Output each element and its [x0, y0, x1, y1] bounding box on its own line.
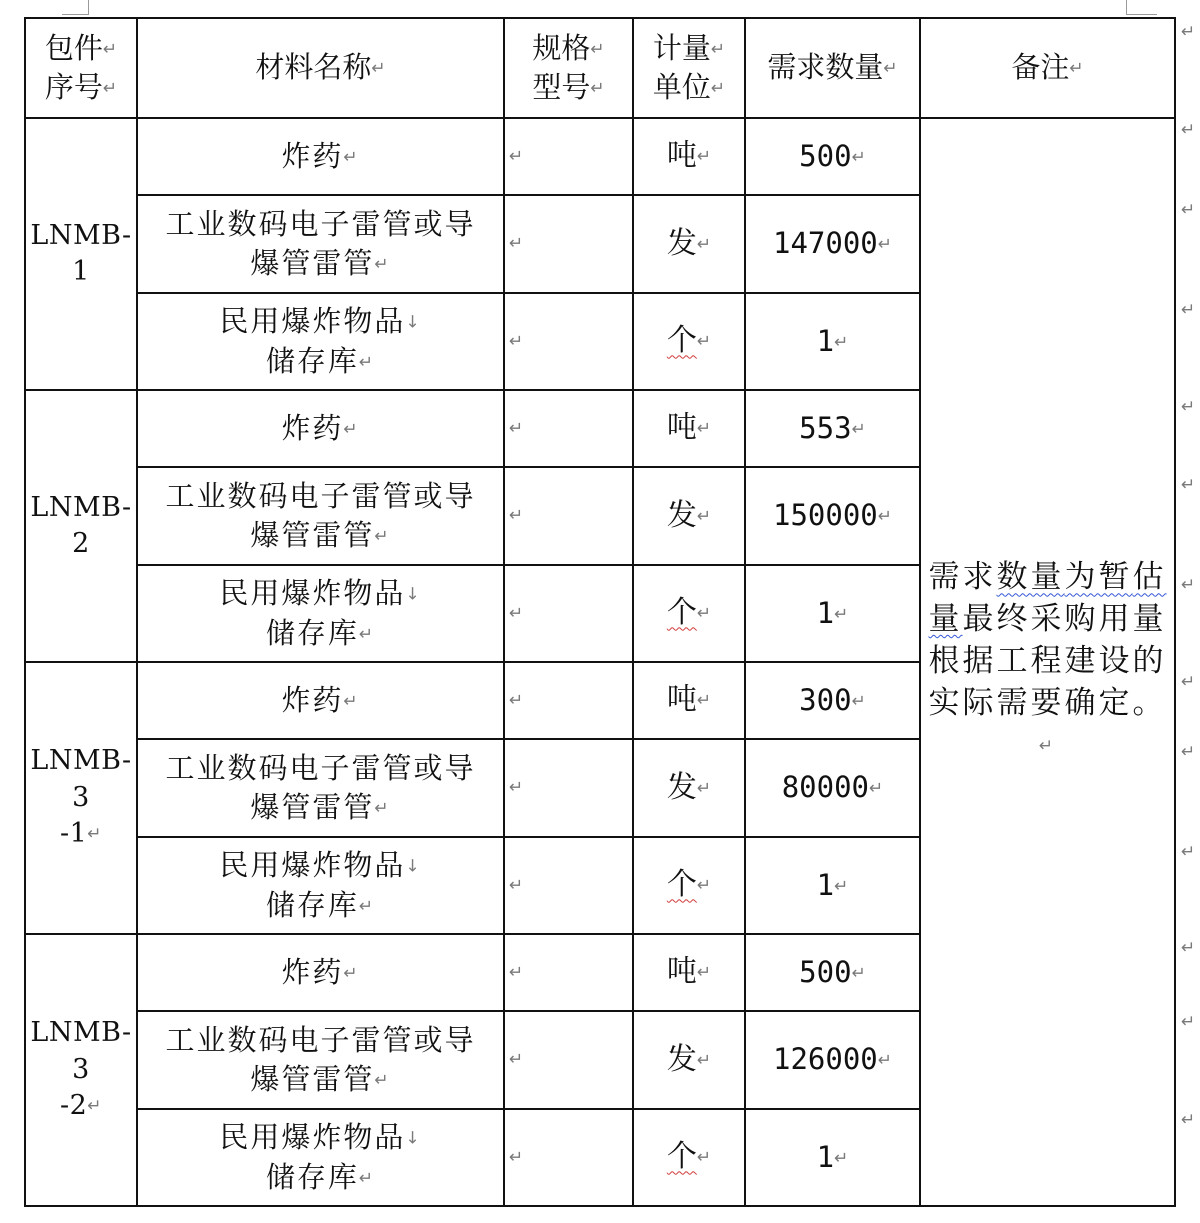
unit-cell: 个↵	[633, 1109, 745, 1206]
header-quantity: 需求数量↵	[745, 18, 920, 118]
unit-cell: 个↵	[633, 837, 745, 934]
unit-cell: 发↵	[633, 467, 745, 565]
unit-cell: 发↵	[633, 1011, 745, 1109]
spec-cell: ↵	[504, 467, 633, 565]
material-name-cell: 民用爆炸物品↓ 储存库↵	[137, 837, 504, 934]
row-end-mark: ↵	[1181, 397, 1196, 417]
row-end-mark: ↵	[1181, 1110, 1196, 1130]
unit-cell: 个↵	[633, 565, 745, 662]
material-name-cell: 炸药↵	[137, 390, 504, 467]
page-corner-left	[62, 0, 89, 15]
quantity-cell: 147000↵	[745, 195, 920, 293]
header-spec: 规格↵ 型号↵	[504, 18, 633, 118]
row-end-mark: ↵	[1181, 575, 1196, 595]
spec-cell: ↵	[504, 837, 633, 934]
material-name-cell: 工业数码电子雷管或导 爆管雷管↵	[137, 195, 504, 293]
spec-cell: ↵	[504, 739, 633, 837]
spec-cell: ↵	[504, 293, 633, 390]
unit-cell: 吨↵	[633, 662, 745, 739]
row-end-mark: ↵	[1181, 200, 1196, 220]
row-end-mark: ↵	[1181, 120, 1196, 140]
header-row	[25, 18, 1175, 118]
quantity-cell: 300↵	[745, 662, 920, 739]
row-end-mark: ↵	[1181, 300, 1196, 320]
spec-cell: ↵	[504, 118, 633, 195]
quantity-cell: 126000↵	[745, 1011, 920, 1109]
package-no-cell: LNMB-2	[25, 390, 137, 662]
quantity-cell: 1↵	[745, 837, 920, 934]
quantity-cell: 150000↵	[745, 467, 920, 565]
unit-cell: 个↵	[633, 293, 745, 390]
material-name-cell: 炸药↵	[137, 118, 504, 195]
spec-cell: ↵	[504, 934, 633, 1011]
header-material-name: 材料名称↵	[137, 18, 504, 118]
quantity-cell: 1↵	[745, 293, 920, 390]
quantity-cell: 80000↵	[745, 739, 920, 837]
package-no-cell: LNMB-3 -1↵	[25, 662, 137, 934]
header-unit: 计量↵ 单位↵	[633, 18, 745, 118]
quantity-cell: 500↵	[745, 934, 920, 1011]
page-corner-right	[1126, 0, 1157, 15]
spec-cell: ↵	[504, 1109, 633, 1206]
row-end-mark: ↵	[1181, 672, 1196, 692]
spec-cell: ↵	[504, 1011, 633, 1109]
material-name-cell: 炸药↵	[137, 662, 504, 739]
material-name-cell: 炸药↵	[137, 934, 504, 1011]
quantity-cell: 1↵	[745, 565, 920, 662]
row-end-mark: ↵	[1181, 475, 1196, 495]
unit-cell: 吨↵	[633, 934, 745, 1011]
remark-cell: 需求数量为暂估量最终采购用量根据工程建设的实际需要确定。↵	[920, 118, 1175, 1206]
material-name-cell: 工业数码电子雷管或导 爆管雷管↵	[137, 739, 504, 837]
quantity-cell: 500↵	[745, 118, 920, 195]
quantity-cell: 1↵	[745, 1109, 920, 1206]
spec-cell: ↵	[504, 195, 633, 293]
procurement-table	[24, 17, 1176, 1207]
unit-cell: 发↵	[633, 195, 745, 293]
unit-cell: 吨↵	[633, 118, 745, 195]
unit-cell: 吨↵	[633, 390, 745, 467]
spec-cell: ↵	[504, 662, 633, 739]
row-end-mark: ↵	[1181, 742, 1196, 762]
spec-cell: ↵	[504, 565, 633, 662]
unit-cell: 发↵	[633, 739, 745, 837]
table-row	[25, 118, 1175, 195]
row-end-mark: ↵	[1181, 22, 1196, 42]
material-name-cell: 民用爆炸物品↓ 储存库↵	[137, 565, 504, 662]
material-name-cell: 民用爆炸物品↓ 储存库↵	[137, 293, 504, 390]
header-remark: 备注↵	[920, 18, 1175, 118]
package-no-cell: LNMB-1	[25, 118, 137, 390]
row-end-mark: ↵	[1181, 1012, 1196, 1032]
material-name-cell: 民用爆炸物品↓ 储存库↵	[137, 1109, 504, 1206]
material-name-cell: 工业数码电子雷管或导 爆管雷管↵	[137, 467, 504, 565]
spec-cell: ↵	[504, 390, 633, 467]
row-end-mark: ↵	[1181, 842, 1196, 862]
package-no-cell: LNMB-3 -2↵	[25, 934, 137, 1206]
row-end-mark: ↵	[1181, 938, 1196, 958]
header-package-no: 包件↵ 序号↵	[25, 18, 137, 118]
material-name-cell: 工业数码电子雷管或导 爆管雷管↵	[137, 1011, 504, 1109]
quantity-cell: 553↵	[745, 390, 920, 467]
